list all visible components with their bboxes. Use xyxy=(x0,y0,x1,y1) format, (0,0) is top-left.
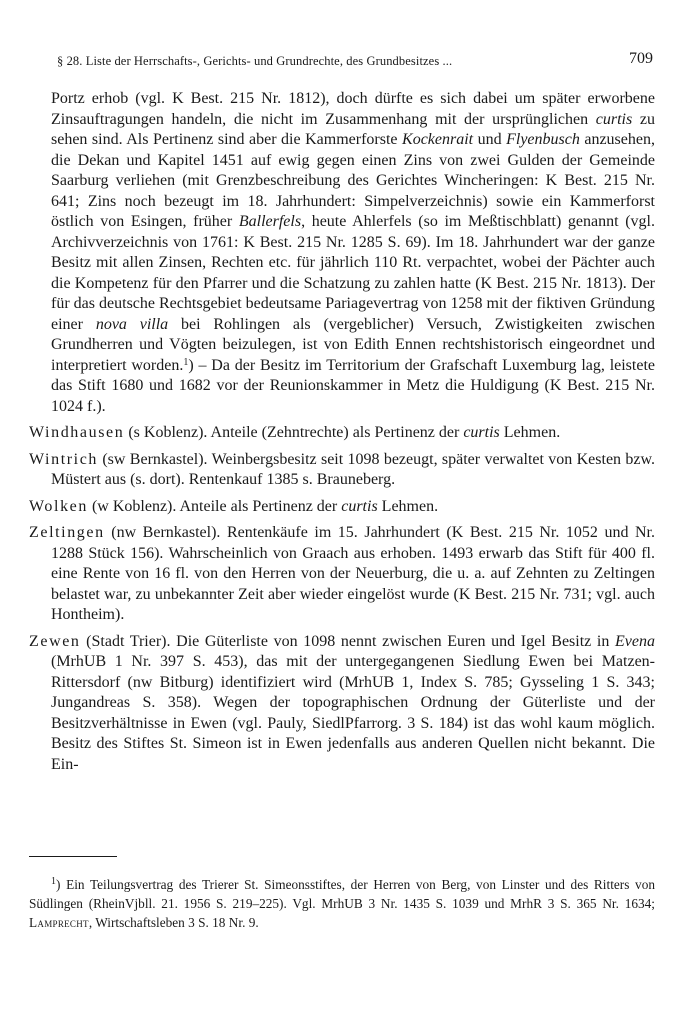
footnote: $^1$) Ein Teilungsvertrag des Trierer St. Simeonsstiftes, der Herren von Berg, von Linster und des Ritters von Südlingen (RheinVjbll. 21. 1956 S. 219–225). Vgl. MrhUB 3 Nr. 1435 S. 1039 und MrhR 3 S. 365 Nr. 1634; Lamprecht, Wirtschaftsleben 3 S. 18 Nr. 9. xyxy=(29,876,655,930)
entry-lemma: Zewen xyxy=(29,632,81,650)
author-name: Lamprecht xyxy=(29,914,89,930)
term-curtis: curtis xyxy=(463,424,500,441)
footnote-reference[interactable]: 1 xyxy=(183,356,189,368)
term-curtis: curtis xyxy=(341,497,378,515)
entry-lemma: Wolken xyxy=(29,497,88,515)
entry-zeltingen: Zeltingen (nw Bernkastel). Rentenkäufe im 15. Jahrhundert (K Best. 215 Nr. 1052 und Nr. 1288 Stück 156). Wahrscheinlich von Graach aus erhoben. 1493 erwarb das Stift für 400 fl. eine Rente von 16 fl. von den Herren von der Neuerburg, die u. a. auf Zehnten zu Zeltingen belastet war, zu unbekannter Zeit aber wieder eingelöst wurde (K Best. 215 Nr. 731; vgl. auch Hontheim). xyxy=(29,524,655,623)
entry-wintrich: Wintrich (sw Bernkastel). Weinbergsbesitz seit 1098 bezeugt, später verwaltet von Kesten bzw. Müstert aus (s. dort). Rentenkauf 1385 s. Brauneberg. xyxy=(29,450,655,488)
running-head: § 28. Liste der Herrschafts-, Gerichts- und Grundrechte, des Grundbesitzes ... xyxy=(57,54,453,68)
place-kockenrait: Kockenrait xyxy=(402,131,474,148)
term-curtis: curtis xyxy=(595,110,633,128)
entry-lemma: Windhausen xyxy=(29,424,125,441)
term-nova-villa: nova villa xyxy=(95,315,169,333)
entry-windhausen: Windhausen (s Koblenz). Anteile (Zehntrechte) als Pertinenz der curtis Lehmen. xyxy=(29,424,561,441)
place-ballerfels: Ballerfels xyxy=(238,213,302,230)
footnote-marker: 1 xyxy=(51,876,56,887)
continued-entry-paragraph: Portz erhob (vgl. K Best. 215 Nr. 1812), doch dürfte es sich dabei um später erworbene Zinsauftragungen handeln, die nicht im Zusammenhang mit der ursprünglichen curtis zu sehen sind. Als Pertinenz sind aber die Kammerforste Kockenrait und Flyenbusch anzusehen, die Dekan und Kapitel 1451 auf ewig gegen einen Zins von zwei Gulden der Gemeinde Saarburg verliehen (mit Grenzbeschreibung des Gerichtes Wincheringen: K Best. 215 Nr. 641; Zins noch bezeugt im 18. Jahrhundert: Simpelverzeichnis) sowie ein Kammerforst östlich von Esingen, früher Ballerfels, heute Ahlerfels (so im Meßtischblatt) genannt (vgl. Archivverzeichnis von 1761: K Best. 215 Nr. 1285 S. 69). Im 18. Jahrhundert war der ganze Besitz mit allen Zinsen, Rechten etc. für jährlich 110 Rt. verpachtet, wobei der Pächter auch die Kompetenz für den Pfarrer und die Schatzung zu zahlen hatte (K Best. 215 Nr. 1813). Der für das deutsche Rechtsgebiet bedeutsame Pariagevertrag von 1258 mit der fiktiven Gründung einer nova villa bei Rohlingen als (vergeblicher) Versuch, Zwistigkeiten zwischen Grundherren und Vögten beizulegen, ist von Edith Ennen rechtshistorisch eingeordnet und interpretiert worden.$^1$) – Da der Besitz im Territorium der Grafschaft Luxemburg lag, leistete das Stift 1680 und 1682 vor der Reunionskammer in Metz die Huldigung (K Best. 215 Nr. 1024 f.). xyxy=(51,90,656,415)
place-evena: Evena xyxy=(615,632,655,650)
page-number: 709 xyxy=(629,50,653,67)
footnote-separator xyxy=(29,856,117,857)
entry-lemma: Wintrich xyxy=(29,450,99,468)
entry-zewen: Zewen (Stadt Trier). Die Güterliste von 1098 nennt zwischen Euren und Igel Besitz in Evena (MrhUB 1 Nr. 397 S. 453), das mit der untergegangenen Siedlung Ewen bei Matzen-Rittersdorf (nw Bitburg) identifiziert wird (MrhUB 1, Index S. 785; Gysseling 1 S. 343; Jungandreas S. 358). Wegen der topographischen Ordnung der Güterliste und der Besitzverhältnisse in Ewen (vgl. Pauly, SiedlPfarrorg. 3 S. 184) ist das wohl kaum möglich. Besitz des Stiftes St. Simeon ist in Ewen jedenfalls aus anderen Quellen nicht bekannt. Die Ein- xyxy=(29,632,655,773)
place-flyenbusch: Flyenbusch xyxy=(506,131,580,148)
entry-wolken: Wolken (w Koblenz). Anteile als Pertinenz der curtis Lehmen. xyxy=(29,497,439,515)
main-text xyxy=(29,89,655,781)
entry-lemma: Zeltingen xyxy=(29,524,105,541)
